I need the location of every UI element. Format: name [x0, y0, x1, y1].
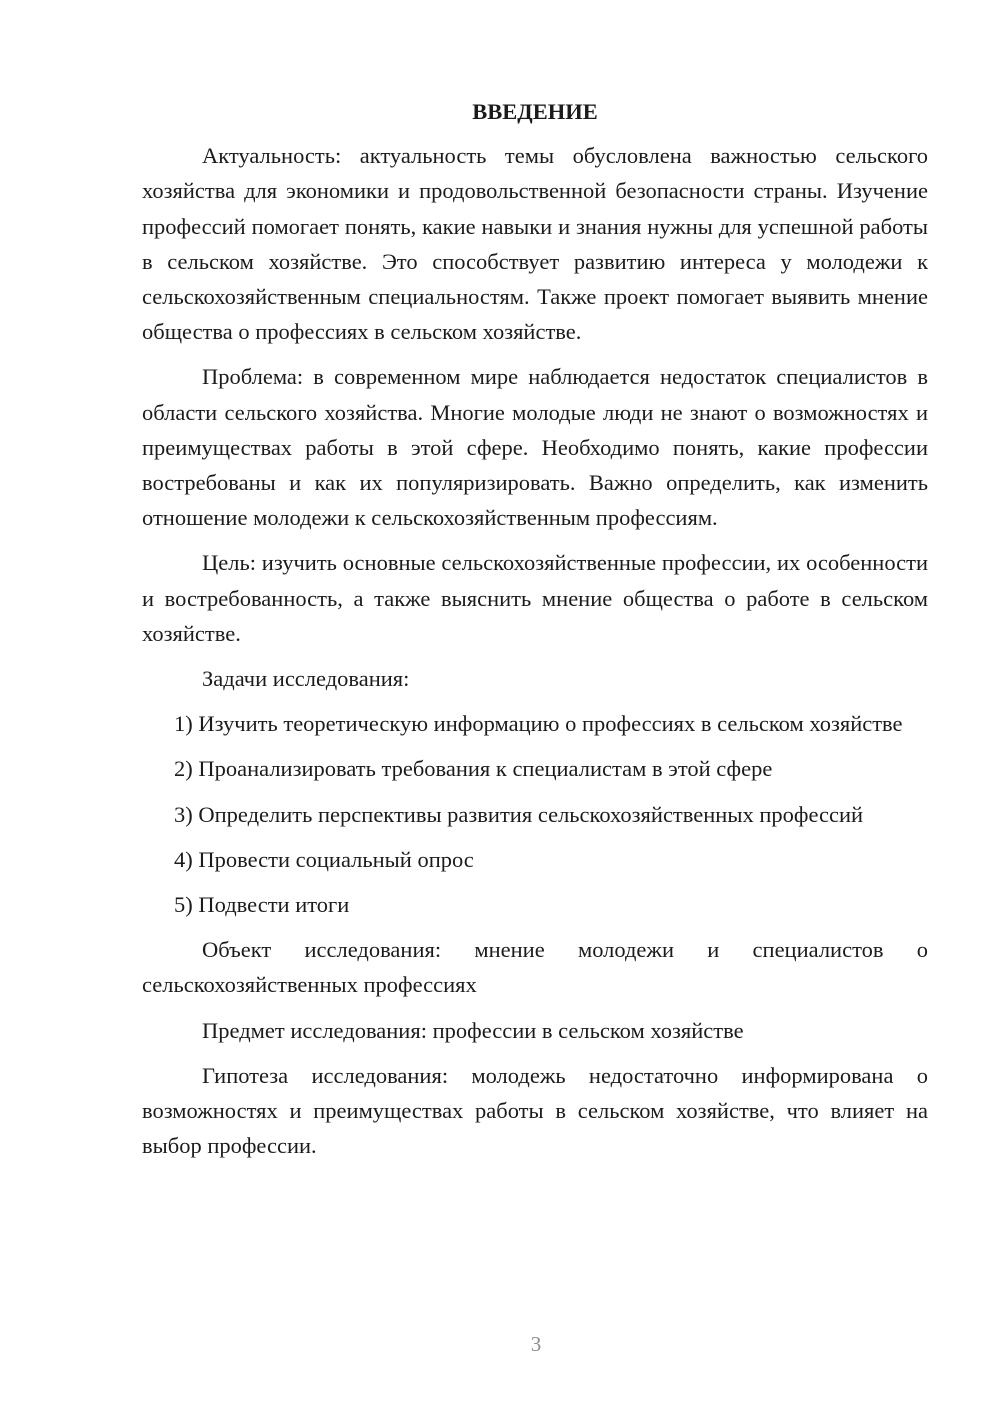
- page-number: 3: [530, 1332, 542, 1356]
- research-subject-paragraph: Предмет исследования: профессии в сельском хозяйстве: [202, 1017, 744, 1043]
- research-object-paragraph: Объект исследования: мнение молодежи и специалистов о сельскохозяйственных профессиях: [142, 937, 928, 998]
- relevance-paragraph: Актуальность: актуальность темы обусловлена важностью сельского хозяйства для экономики и продовольственной безопасности страны. Изучение профессий помогает понять, какие навыки и знания нужны для успешной работы в сельском хозяйстве. Это способствует развитию интереса у молодежи к сельскохозяйственным специальностям. Также проект помогает выявить мнение общества о профессиях в сельском хозяйстве.: [142, 143, 928, 345]
- page-title: ВВЕДЕНИЕ: [472, 99, 598, 124]
- task-item-4: 4) Провести социальный опрос: [174, 846, 474, 872]
- page-content: [142, 94, 928, 1173]
- task-item-5: 5) Подвести итоги: [174, 892, 350, 918]
- task-item-1: 1) Изучить теоретическую информацию о профессиях в сельском хозяйстве: [174, 711, 903, 737]
- task-item-2: 2) Проанализировать требования к специалистам в этой сфере: [174, 756, 773, 782]
- problem-paragraph: Проблема: в современном мире наблюдается недостаток специалистов в области сельского хозяйства. Многие молодые люди не знают о возможностях и преимуществах работы в этой сфере. Необходимо понять, какие профессии востребованы и как их популяризировать. Важно определить, как изменить отношение молодежи к сельскохозяйственным профессиям.: [142, 364, 928, 531]
- research-hypothesis-paragraph: Гипотеза исследования: молодежь недостаточно информирована о возможностях и преимуществах работы в сельском хозяйстве, что влияет на выбор профессии.: [142, 1062, 928, 1159]
- goal-paragraph: Цель: изучить основные сельскохозяйственные профессии, их особенности и востребованность, а также выяснить мнение общества о работе в сельском хозяйстве.: [142, 550, 928, 646]
- tasks-heading: Задачи исследования:: [202, 666, 410, 692]
- task-item-3: 3) Определить перспективы развития сельскохозяйственных профессий: [174, 801, 864, 827]
